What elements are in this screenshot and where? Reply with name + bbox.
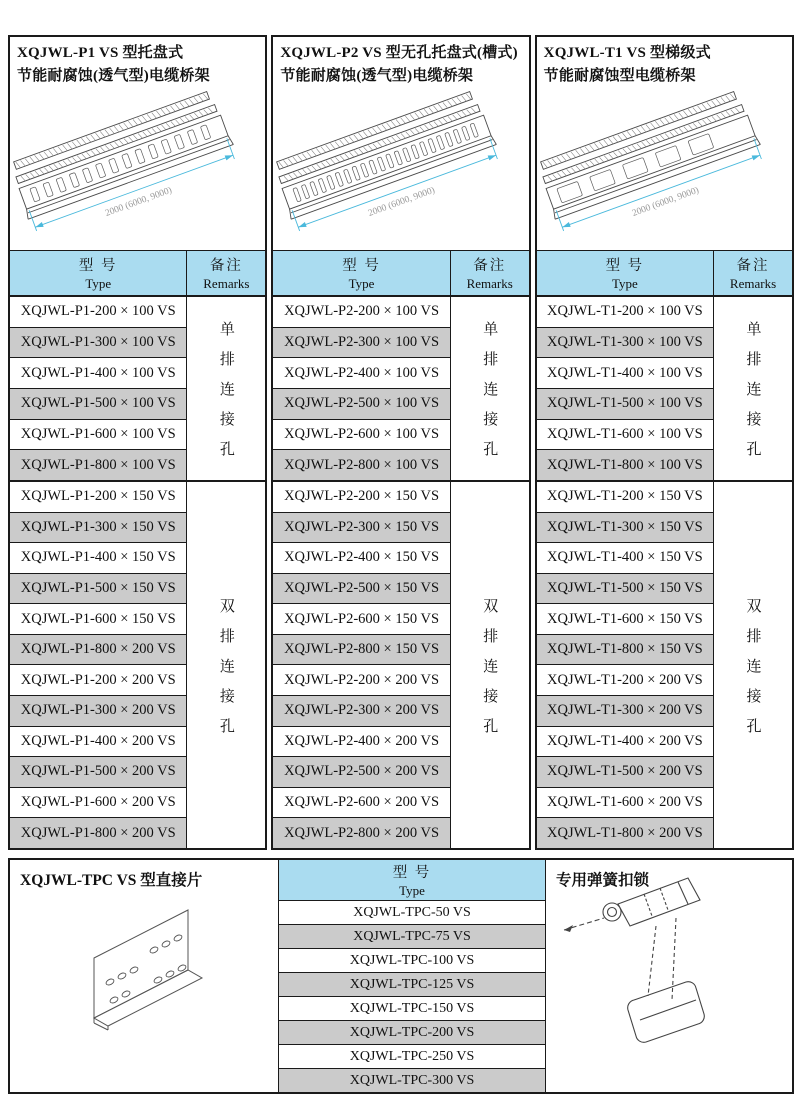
plate-holes	[105, 934, 187, 1004]
connector-plate-title: XQJWL-TPC VS 型直接片	[20, 872, 203, 889]
type-header-en: Type	[611, 276, 638, 291]
spring-lock-drawing	[556, 864, 766, 1090]
model-row: XQJWL-P2-600 × 150 VS	[273, 604, 449, 635]
dimension-label: 2000 (6000, 9000)	[630, 185, 701, 219]
tray-isometric-drawing	[10, 87, 265, 250]
model-rows	[537, 297, 714, 480]
model-row: XQJWL-P1-400 × 150 VS	[10, 543, 186, 574]
remarks-cell	[714, 482, 792, 848]
tpc-model-row: XQJWL-TPC-200 VS	[279, 1021, 545, 1045]
remarks-cell	[451, 482, 529, 848]
tpc-header-en: Type	[399, 883, 425, 898]
model-group	[10, 297, 265, 482]
model-row: XQJWL-T1-300 × 100 VS	[537, 328, 713, 359]
type-header-cn: 型 号	[78, 258, 118, 274]
model-row: XQJWL-P1-300 × 200 VS	[10, 696, 186, 727]
model-row: XQJWL-P1-200 × 100 VS	[10, 297, 186, 328]
panel-title-line2: 节能耐腐蚀(透气型)电缆桥架	[17, 67, 210, 84]
model-row: XQJWL-T1-200 × 200 VS	[537, 665, 713, 696]
model-row: XQJWL-P2-400 × 150 VS	[273, 543, 449, 574]
tpc-model-row: XQJWL-TPC-300 VS	[279, 1069, 545, 1092]
model-row: XQJWL-P2-600 × 100 VS	[273, 420, 449, 451]
model-row: XQJWL-P1-800 × 200 VS	[10, 818, 186, 848]
model-row: XQJWL-T1-400 × 100 VS	[537, 358, 713, 389]
model-row: XQJWL-T1-500 × 100 VS	[537, 389, 713, 420]
model-rows	[537, 482, 714, 848]
model-row: XQJWL-T1-800 × 150 VS	[537, 635, 713, 666]
model-row: XQJWL-P1-400 × 100 VS	[10, 358, 186, 389]
model-row: XQJWL-T1-600 × 150 VS	[537, 604, 713, 635]
remarks-header-cn: 备注	[736, 258, 770, 274]
model-row: XQJWL-T1-600 × 200 VS	[537, 788, 713, 819]
remarks-column-header	[714, 251, 792, 295]
model-row: XQJWL-P2-500 × 150 VS	[273, 574, 449, 605]
lock-outline	[564, 878, 704, 1042]
table-body	[273, 297, 528, 848]
remarks-cell	[187, 482, 265, 848]
dimension-line	[556, 138, 761, 231]
model-table	[537, 250, 792, 848]
model-group	[273, 297, 528, 482]
type-column-header	[537, 251, 714, 295]
model-rows	[10, 297, 187, 480]
tray-body	[273, 89, 496, 219]
tpc-model-row: XQJWL-TPC-250 VS	[279, 1045, 545, 1069]
model-row: XQJWL-P2-800 × 150 VS	[273, 635, 449, 666]
model-group	[10, 482, 265, 848]
table-header	[273, 251, 528, 297]
dimension-label: 2000 (6000, 9000)	[367, 185, 437, 219]
type-header-en: Type	[85, 276, 112, 291]
accessories-section	[8, 858, 794, 1094]
model-row: XQJWL-T1-400 × 150 VS	[537, 543, 713, 574]
model-row: XQJWL-P2-200 × 100 VS	[273, 297, 449, 328]
tray-drawing-area	[10, 87, 265, 250]
dimension-line	[29, 138, 234, 231]
model-row: XQJWL-P1-800 × 200 VS	[10, 635, 186, 666]
table-body	[10, 297, 265, 848]
model-row: XQJWL-T1-200 × 150 VS	[537, 482, 713, 513]
model-row: XQJWL-T1-200 × 100 VS	[537, 297, 713, 328]
table-header	[537, 251, 792, 297]
remarks-text: 单排连接孔	[481, 321, 498, 471]
model-row: XQJWL-P2-400 × 100 VS	[273, 358, 449, 389]
remarks-cell	[451, 297, 529, 480]
remarks-cell	[187, 297, 265, 480]
model-row: XQJWL-P2-500 × 100 VS	[273, 389, 449, 420]
tray-drawing-area	[273, 87, 528, 250]
tray-slots	[293, 123, 479, 202]
panel-title-line2: 节能耐腐蚀型电缆桥架	[543, 67, 696, 84]
product-panel-t1	[535, 35, 794, 850]
model-row: XQJWL-T1-500 × 200 VS	[537, 757, 713, 788]
model-row: XQJWL-T1-300 × 200 VS	[537, 696, 713, 727]
tpc-model-table	[278, 860, 546, 1092]
panel-title-line1: XQJWL-P2 VS 型无孔托盘式(槽式)	[280, 45, 518, 61]
model-row: XQJWL-P2-200 × 150 VS	[273, 482, 449, 513]
remarks-column-header	[451, 251, 529, 295]
connector-plate-drawing	[66, 896, 226, 1066]
plate-outline	[94, 910, 202, 1030]
type-column-header	[10, 251, 187, 295]
model-rows	[273, 297, 450, 480]
model-row: XQJWL-P2-800 × 100 VS	[273, 450, 449, 480]
model-row: XQJWL-P1-500 × 100 VS	[10, 389, 186, 420]
panel-title	[537, 37, 792, 87]
panel-title	[10, 37, 265, 87]
spring-lock-block	[546, 860, 792, 1092]
panel-title	[273, 37, 528, 87]
model-row: XQJWL-T1-500 × 150 VS	[537, 574, 713, 605]
tray-serration	[16, 93, 213, 182]
remarks-header-en: Remarks	[203, 276, 250, 291]
tpc-model-row: XQJWL-TPC-100 VS	[279, 949, 545, 973]
model-table	[10, 250, 265, 848]
model-row: XQJWL-P1-800 × 100 VS	[10, 450, 186, 480]
product-panels	[8, 35, 794, 850]
connector-plate-block	[10, 860, 278, 1092]
tpc-model-row: XQJWL-TPC-150 VS	[279, 997, 545, 1021]
tray-body	[10, 89, 233, 219]
remarks-header-en: Remarks	[729, 276, 777, 291]
model-row: XQJWL-T1-600 × 100 VS	[537, 420, 713, 451]
remarks-header-cn: 备注	[209, 258, 243, 274]
tray-isometric-drawing	[273, 87, 528, 250]
remarks-text: 双排连接孔	[481, 597, 498, 748]
remarks-column-header	[187, 251, 265, 295]
panel-title-line1: XQJWL-T1 VS 型梯级式	[543, 45, 711, 61]
model-group	[537, 482, 792, 848]
product-panel-p2	[271, 35, 530, 850]
tpc-table-header	[279, 860, 545, 901]
remarks-text: 单排连接孔	[217, 321, 234, 471]
table-body	[537, 297, 792, 848]
type-header-cn: 型 号	[605, 258, 645, 274]
model-row: XQJWL-T1-400 × 200 VS	[537, 727, 713, 758]
model-row: XQJWL-P2-400 × 200 VS	[273, 727, 449, 758]
remarks-text: 双排连接孔	[744, 597, 761, 748]
remarks-header-cn: 备注	[473, 258, 507, 274]
tray-drawing-area	[537, 87, 792, 250]
table-header	[10, 251, 265, 297]
model-row: XQJWL-P1-300 × 100 VS	[10, 328, 186, 359]
type-header-cn: 型 号	[342, 258, 381, 274]
model-row: XQJWL-P1-200 × 150 VS	[10, 482, 186, 513]
product-panel-p1	[8, 35, 267, 850]
dimension-label: 2000 (6000, 9000)	[104, 185, 174, 219]
remarks-header-en: Remarks	[466, 276, 513, 291]
tpc-header-cn: 型 号	[392, 865, 432, 881]
panel-title-line1: XQJWL-P1 VS 型托盘式	[17, 45, 184, 61]
model-row: XQJWL-P1-500 × 200 VS	[10, 757, 186, 788]
model-row: XQJWL-P1-500 × 150 VS	[10, 574, 186, 605]
type-column-header	[273, 251, 450, 295]
tpc-model-row: XQJWL-TPC-75 VS	[279, 925, 545, 949]
tpc-model-row: XQJWL-TPC-125 VS	[279, 973, 545, 997]
remarks-cell	[714, 297, 792, 480]
model-row: XQJWL-P2-600 × 200 VS	[273, 788, 449, 819]
remarks-text: 双排连接孔	[217, 597, 234, 748]
model-row: XQJWL-T1-300 × 150 VS	[537, 513, 713, 544]
model-group	[273, 482, 528, 848]
tpc-model-row: XQJWL-TPC-50 VS	[279, 901, 545, 925]
model-row: XQJWL-P2-300 × 100 VS	[273, 328, 449, 359]
spring-lock-title: 专用弹簧扣锁	[556, 872, 650, 889]
model-row: XQJWL-P1-600 × 200 VS	[10, 788, 186, 819]
model-row: XQJWL-P1-600 × 100 VS	[10, 420, 186, 451]
tray-slots	[30, 125, 211, 202]
model-row: XQJWL-P2-300 × 200 VS	[273, 696, 449, 727]
panel-title-line2: 节能耐腐蚀(透气型)电缆桥架	[280, 67, 474, 84]
remarks-text: 单排连接孔	[744, 321, 761, 471]
type-header-en: Type	[348, 276, 375, 291]
model-row: XQJWL-P1-600 × 150 VS	[10, 604, 186, 635]
model-row: XQJWL-T1-800 × 100 VS	[537, 450, 713, 480]
model-row: XQJWL-P2-300 × 150 VS	[273, 513, 449, 544]
model-row: XQJWL-P1-400 × 200 VS	[10, 727, 186, 758]
model-rows	[10, 482, 187, 848]
tray-isometric-drawing	[537, 87, 792, 250]
model-row: XQJWL-P1-300 × 150 VS	[10, 513, 186, 544]
model-row: XQJWL-P1-200 × 200 VS	[10, 665, 186, 696]
model-group	[537, 297, 792, 482]
model-row: XQJWL-P2-500 × 200 VS	[273, 757, 449, 788]
model-rows	[273, 482, 450, 848]
model-row: XQJWL-T1-800 × 200 VS	[537, 818, 713, 848]
model-table	[273, 250, 528, 848]
model-row: XQJWL-P2-800 × 200 VS	[273, 818, 449, 848]
tpc-table-body	[279, 901, 545, 1092]
model-row: XQJWL-P2-200 × 200 VS	[273, 665, 449, 696]
